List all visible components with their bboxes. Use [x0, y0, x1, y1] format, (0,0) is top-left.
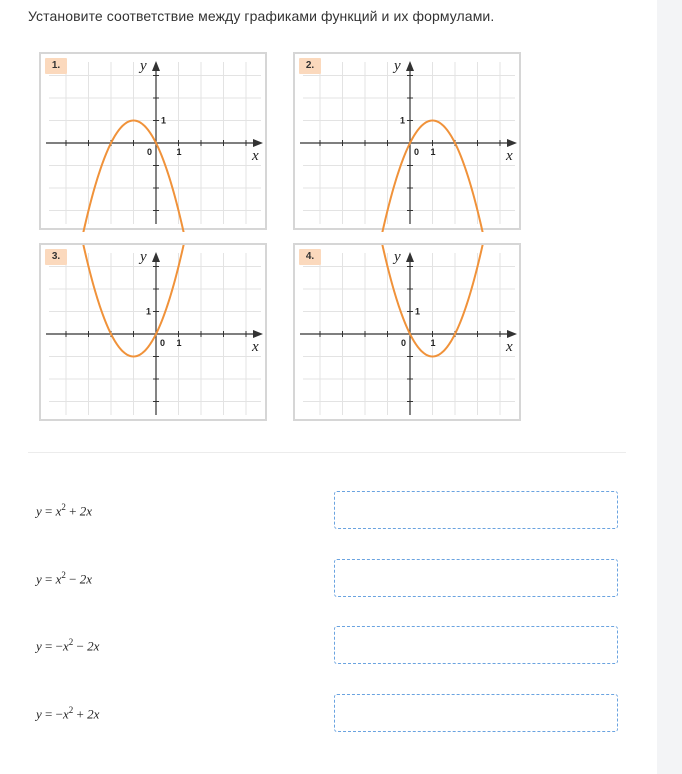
graph-card-3 [39, 243, 267, 421]
y-one-label: 1 [415, 306, 421, 317]
x-axis-arrow [507, 330, 517, 338]
x-axis-arrow [507, 139, 517, 147]
parabola-curve [41, 121, 269, 233]
formula-4: $y = -x^2 + 2x$ [36, 705, 100, 722]
y-axis-arrow [152, 252, 160, 262]
origin-label: 0 [401, 338, 407, 348]
graph-card-1 [39, 52, 267, 230]
y-axis-label: y [140, 249, 147, 265]
y-one-label: 1 [146, 306, 152, 317]
x-axis-label: x [252, 148, 259, 164]
y-axis-label: y [394, 249, 401, 265]
formula-1: $y = x^2 + 2x$ [36, 502, 93, 519]
origin-label: 0 [414, 147, 420, 157]
graph-badge: 4. [299, 249, 321, 265]
origin-label: 0 [160, 338, 166, 348]
x-axis-label: x [252, 339, 259, 355]
y-one-label: 1 [161, 115, 167, 126]
y-axis-label: y [394, 58, 401, 74]
graph-badge: 2. [299, 58, 321, 74]
origin-label: 0 [147, 147, 153, 157]
formula-2: $y = x^2 - 2x$ [36, 570, 93, 587]
parabola-curve [295, 121, 523, 233]
x-one-label: 1 [176, 338, 182, 348]
right-panel-strip [657, 0, 682, 774]
graph-card-4 [293, 243, 521, 421]
graph-card-2 [293, 52, 521, 230]
x-one-label: 1 [176, 147, 182, 157]
y-axis-arrow [406, 252, 414, 262]
x-one-label: 1 [430, 338, 436, 348]
x-one-label: 1 [430, 147, 436, 157]
answer-dropzone-2[interactable] [334, 559, 618, 597]
section-divider [28, 452, 626, 453]
graph-badge: 3. [45, 249, 67, 265]
y-axis-arrow [152, 61, 160, 71]
y-axis-label: y [140, 58, 147, 74]
y-axis-arrow [406, 61, 414, 71]
x-axis-arrow [253, 139, 263, 147]
y-one-label: 1 [400, 115, 406, 126]
task-instruction: Установите соответствие между графиками функций и их формулами. [28, 8, 495, 24]
formula-3: $y = -x^2 - 2x$ [36, 637, 100, 654]
x-axis-label: x [506, 339, 513, 355]
x-axis-arrow [253, 330, 263, 338]
answer-dropzone-1[interactable] [334, 491, 618, 529]
x-axis-label: x [506, 148, 513, 164]
answer-dropzone-4[interactable] [334, 694, 618, 732]
answer-dropzone-3[interactable] [334, 626, 618, 664]
graph-badge: 1. [45, 58, 67, 74]
